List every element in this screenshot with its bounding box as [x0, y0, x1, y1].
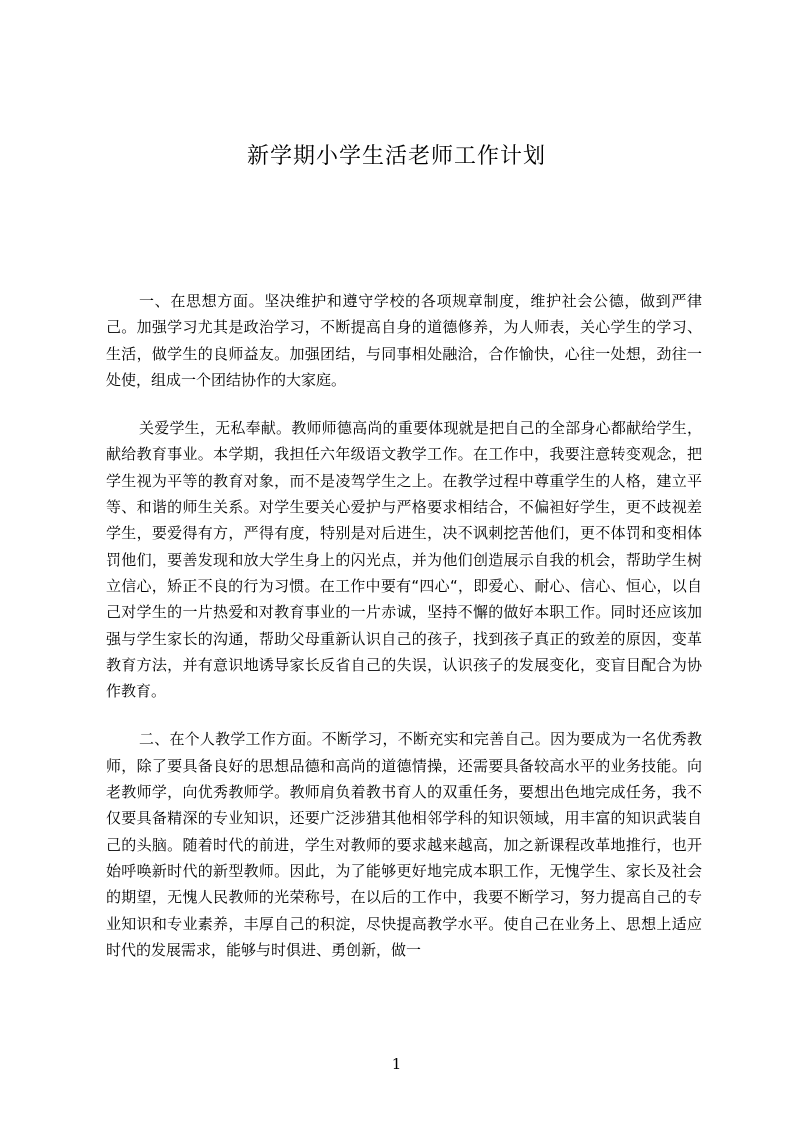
document-body [106, 288, 702, 985]
document-title: 新学期小学生活老师工作计划 [246, 144, 546, 169]
paragraph-thought: 一、在思想方面。坚决维护和遵守学校的各项规章制度，维护社会公德，做到严律己。加强学习尤其是政治学习，不断提高自身的道德修养，为人师表，关心学生的学习、生活，做学生的良师益友。加强团结，与同事相处融洽，合作愉快，心往一处想，劲往一处使，组成一个团结协作的大家庭。 [106, 292, 702, 389]
page-number: 1 [391, 1055, 402, 1073]
paragraph-care-students: 关爱学生，无私奉献。教师师德高尚的重要体现就是把自己的全部身心都献给学生，献给教育事业。本学期，我担任六年级语文教学工作。在工作中，我要注意转变观念，把学生视为平等的教育对象，而不是凌驾学生之上。在教学过程中尊重学生的人格，建立平等、和谐的师生关系。对学生要关心爱护与严格要求相结合，不偏袒好学生，更不歧视差学生，要爱得有方，严得有度，特别是对后进生，决不讽刺挖苦他们，更不体罚和变相体罚他们，要善发现和放大学生身上的闪光点，并为他们创造展示自我的机会，帮助学生树立信心，矫正不良的行为习惯。在工作中要有“四心“，即爱心、耐心、信心、恒心，以自己对学生的一片热爱和对教育事业的一片赤诚，坚持不懈的做好本职工作。同时还应该加强与学生家长的沟通，帮助父母重新认识自己的孩子，找到孩子真正的致差的原因，变革教育方法，并有意识地诱导家长反省自己的失误，认识孩子的发展变化，变盲目配合为协作教育。 [106, 419, 702, 701]
paragraph-personal-teaching: 二、在个人教学工作方面。不断学习，不断充实和完善自己。因为要成为一名优秀教师，除了要具备良好的思想品德和高尚的道德情操，还需要具备较高水平的业务技能。向老教师学，向优秀教师学。教师肩负着教书育人的双重任务，要想出色地完成任务，我不仅要具备精深的专业知识，还要广泛涉猎其他相邻学科的知识领域，用丰富的知识武装自己的头脑。随着时代的前进，学生对教师的要求越来越高，加之新课程改革地推行，也开始呼唤新时代的新型教师。因此，为了能够更好地完成本职工作，无愧学生、家长及社会的期望，无愧人民教师的光荣称号，在以后的工作中，我要不断学习，努力提高自己的专业知识和专业素养，丰厚自己的积淀，尽快提高教学水平。使自己在业务上、思想上适应时代的发展需求，能够与时俱进、勇创新，做一 [106, 730, 702, 959]
